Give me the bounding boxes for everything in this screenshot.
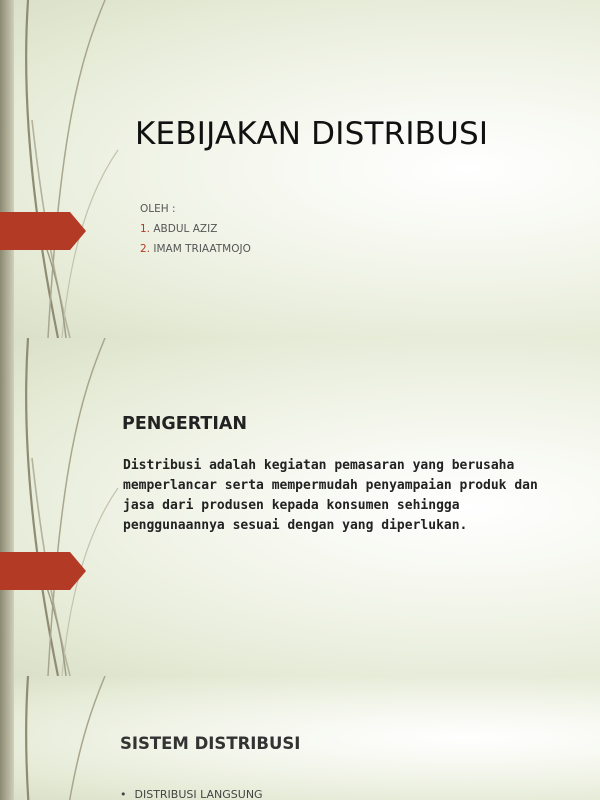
author-block <box>140 199 251 259</box>
decorative-stems-icon <box>0 338 130 676</box>
author-name: ABDUL AZIZ <box>153 223 218 235</box>
authors-label: OLEH : <box>140 203 176 215</box>
decorative-stems-icon <box>0 676 130 800</box>
decorative-stems-icon <box>0 0 130 338</box>
list-item <box>120 788 263 800</box>
slide-heading: SISTEM DISTRIBUSI <box>120 734 301 753</box>
author-number: 1. <box>140 223 151 235</box>
slide-definition <box>0 338 600 676</box>
accent-arrow-icon <box>0 212 86 250</box>
author-item <box>140 219 251 239</box>
author-item <box>140 239 251 259</box>
slide-heading: PENGERTIAN <box>122 414 248 434</box>
accent-arrow-icon <box>0 552 86 590</box>
bullet-text: DISTRIBUSI LANGSUNG <box>134 788 263 800</box>
author-name: IMAM TRIAATMOJO <box>153 243 251 255</box>
slide-title-text: KEBIJAKAN DISTRIBUSI <box>135 116 489 152</box>
definition-paragraph: Distribusi adalah kegiatan pemasaran yang berusaha memperlancar serta mempermudah penyampaian produk dan jasa dari produsen kepada konsumen sehingga penggunaannya sesuai dengan yang diperlukan. <box>123 458 538 533</box>
bullet-dot-icon: • <box>120 788 127 800</box>
author-number: 2. <box>140 243 151 255</box>
slide-title <box>0 0 600 338</box>
slide-system <box>0 676 600 800</box>
